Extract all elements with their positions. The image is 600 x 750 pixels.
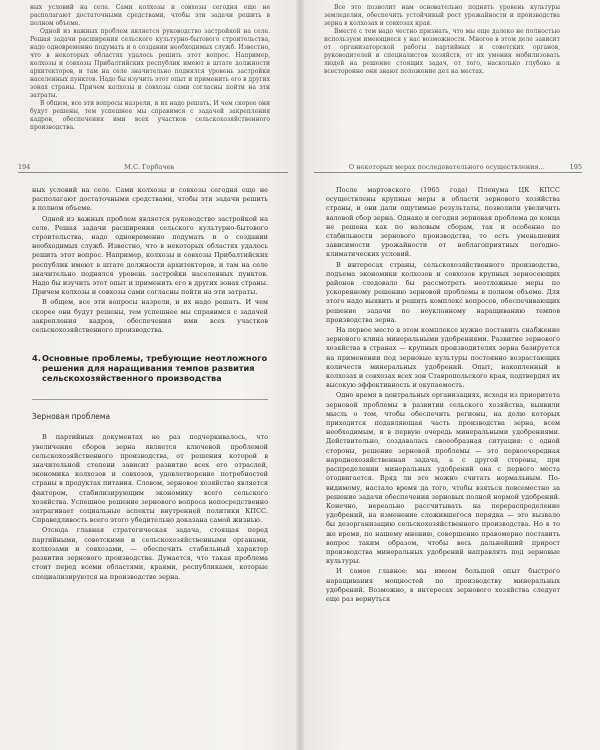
right-running-title: О некоторых мерах последовательного осуществления... <box>348 163 545 171</box>
section-heading <box>32 353 268 383</box>
subsection-title: Зерновая проблема <box>32 412 111 422</box>
paragraph: И самое главное: мы имеем большой опыт быстрого наращивания мощностей по производству минеральных удобрений. Возможно, в интересах зернового хозяйства следует еще раз вернуться <box>326 567 560 603</box>
right-top-text <box>324 4 560 76</box>
left-page-number: 194 <box>18 163 31 171</box>
left-top-paragraph: Одной из важных проблем является руководство застройкой на селе. Решая задачи расширения сельского культурно-бытового строительства, надо одновременно подумать и о создании необходимых служб. Известно, что в некоторых областях удалось решить этот вопрос. Например, колхозы и совхозы Прибалтийских республик имеют в штате должности архитекторов, и там на селе значительно поднялся уровень застройки населенных пунктов. Надо бы изучить этот опыт и применить его в других зонах страны. Причем колхозы и совхозы сами согласны пойти на эти затраты. <box>30 28 270 99</box>
right-page <box>300 0 600 750</box>
paragraph: После мартовского (1965 года) Пленума ЦК КПСС осуществлены крупные меры в области зернового хозяйства страны, и они дали ощутимые результаты, позволили увеличить валовой сбор зерна. Однако и сегодня зерновая проблема до конца не решена как по валовым сборам, так и особенно по стабильности зернового производства, то есть уменьшения зависимости урожайности от неблагоприятных погодно-климатических условий. <box>326 186 560 259</box>
right-top-paragraph: Вместе с тем надо честно признать, что мы еще далеко не полностью используем имеющиеся у нас возможности. Многое в этом деле зависит от организаторской работы партийных и советских органов, руководителей и специалистов хозяйств, от их умения мобилизовать людей на решение стоящих задач, от того, насколько глубоко и всесторонне они знают положение дел на местах. <box>324 28 560 75</box>
right-page-number: 195 <box>569 163 582 171</box>
left-header-rule <box>18 172 288 173</box>
left-running-title: М.С. Горбачев <box>124 163 175 171</box>
left-body <box>32 186 268 583</box>
right-running-head <box>314 163 582 171</box>
paragraph: ных условий на селе. Сами колхозы и совхозы сегодня еще не располагают достаточными средствами, чтобы эти задачи решить в полном объеме. <box>32 186 268 213</box>
book-gutter <box>296 0 304 750</box>
left-running-head <box>18 163 288 171</box>
left-top-paragraph: ных условий на селе. Сами колхозы и совхозы сегодня еще не располагают достаточными средствами, чтобы эти задачи решить в полном объеме. <box>30 4 270 27</box>
paragraph: В общем, все эти вопросы назрели, и их надо решать. И чем скорее они будут решены, тем успешнее мы справимся с задачей закрепления кадров, обеспечения ими всех участков сельскохозяйственного производства. <box>32 298 268 335</box>
right-top-paragraph: Все это позволит нам основательно поднять уровень культуры земледелия, обеспечить устойчивый рост урожайности и производства зерна в колхозах и совхозах края. <box>324 4 560 27</box>
paragraph: Одной из важных проблем является руководство застройкой на селе. Решая задачи расширения сельского культурно-бытового строительства, надо одновременно подумать и о создании необходимых служб. Известно, что в некоторых областях удалось решить этот вопрос. Например, колхозы и совхозы Прибалтийских республик имеют в штате должности архитекторов, и там на селе значительно поднялся уровень застройки населенных пунктов. Надо бы изучить этот опыт и применить его в других зонах страны. Причем колхозы и совхозы сами согласны пойти на эти затраты. <box>32 214 268 297</box>
paragraph: На первое место в этом комплексе нужно поставить снабжение зернового клина минеральными удобрениями. Развитие зернового хозяйства в странах — крупных производителях зерна базируется на применении под зерновые культуры постоянно возрастающих количеств минеральных удобрений. Опыт, накопленный в колхозах и совхозах всех зон Ставропольского края, подтвердил их высокую эффективность и окупаемость. <box>326 326 560 390</box>
right-body <box>326 186 560 605</box>
subsection-rule <box>32 399 268 400</box>
right-header-rule <box>314 172 582 173</box>
section-number: 4. <box>32 353 41 364</box>
paragraph: Отсюда главная стратегическая задача, стоящая перед партийными, советскими и сельскохозяйственными органами, колхозами и совхозами, — обеспечить стабильный характер развития зернового производства. Думается, что такая проблема стоит перед всеми областями, краями, республиками, которые специализируются на производстве зерна. <box>32 526 268 581</box>
left-top-paragraph: В общем, все эти вопросы назрели, и их надо решать. И чем скорее они будут решены, тем успешнее мы справимся с задачей закрепления кадров, обеспечения ими всех участков сельскохозяйственного производства. <box>30 100 270 131</box>
paragraph: В партийных документах не раз подчеркивалось, что увеличение сборов зерна является ключевой проблемой сельскохозяйственного производства, от решения которой в значительной степени зависит развитие всех его отраслей, экономика колхозов и совхозов, удовлетворение потребностей страны в продуктах питания. Словом, зерновое хозяйство является фактором, стабилизирующим экономику всего сельского хозяйства. Успешное решение зернового вопроса непосредственно затрагивает социальные аспекты внутренней политики КПСС. Справедливость всего этого убедительно доказана самой жизнью. <box>32 433 268 525</box>
paragraph: Одно время в центральных организациях, исходя из приоритета зерновой проблемы в развитии сельского хозяйства, выявили мысль о том, чтобы обеспечить регионы, на долю которых приходится подавляющая часть производства зерна, всем необходимым, и в первую очередь минеральными удобрениями. Действительно, создавалась своеобразная ситуация: с одной стороны, решение зерновой проблемы — это первоочередная народнохозяйственная задача, а с другой стороны, при распределении минеральных удобрений она с первого места отодвигается. Вряд ли это можно считать нормальным. По-видимому, настало время да того, чтобы взяться повсеместно за решение задачи обеспечения зерновых полной нормой удобрений. Конечно, нереально рассчитывать на перераспределение удобрений, на изменение сложившегося порядка — это вызвало бы дезорганизацию сельскохозяйственного производства. Но в то же время, по нашему мнению, совершенно правомерно поставить вопрос таким образом, чтобы весь дальнейший прирост производства минеральных удобрений направлять под зерновые культуры. <box>326 391 560 566</box>
paragraph: В интересах страны, сельскохозяйственного производства, подъема экономики колхозов и совхозов крупных зерносеющих районов следовало бы рассмотреть неотложные меры по ускоренному решению зерновой проблемы в полном объеме. Для этого надо выявить и решить комплекс вопросов, обеспечивающих решение задачи по неуклонному наращиванию темпов производства зерна. <box>326 260 560 324</box>
section-title: Основные проблемы, требующие неотложного решения для наращивания темпов развития сельскохозяйственного производства <box>42 353 268 384</box>
left-top-text <box>30 4 270 132</box>
